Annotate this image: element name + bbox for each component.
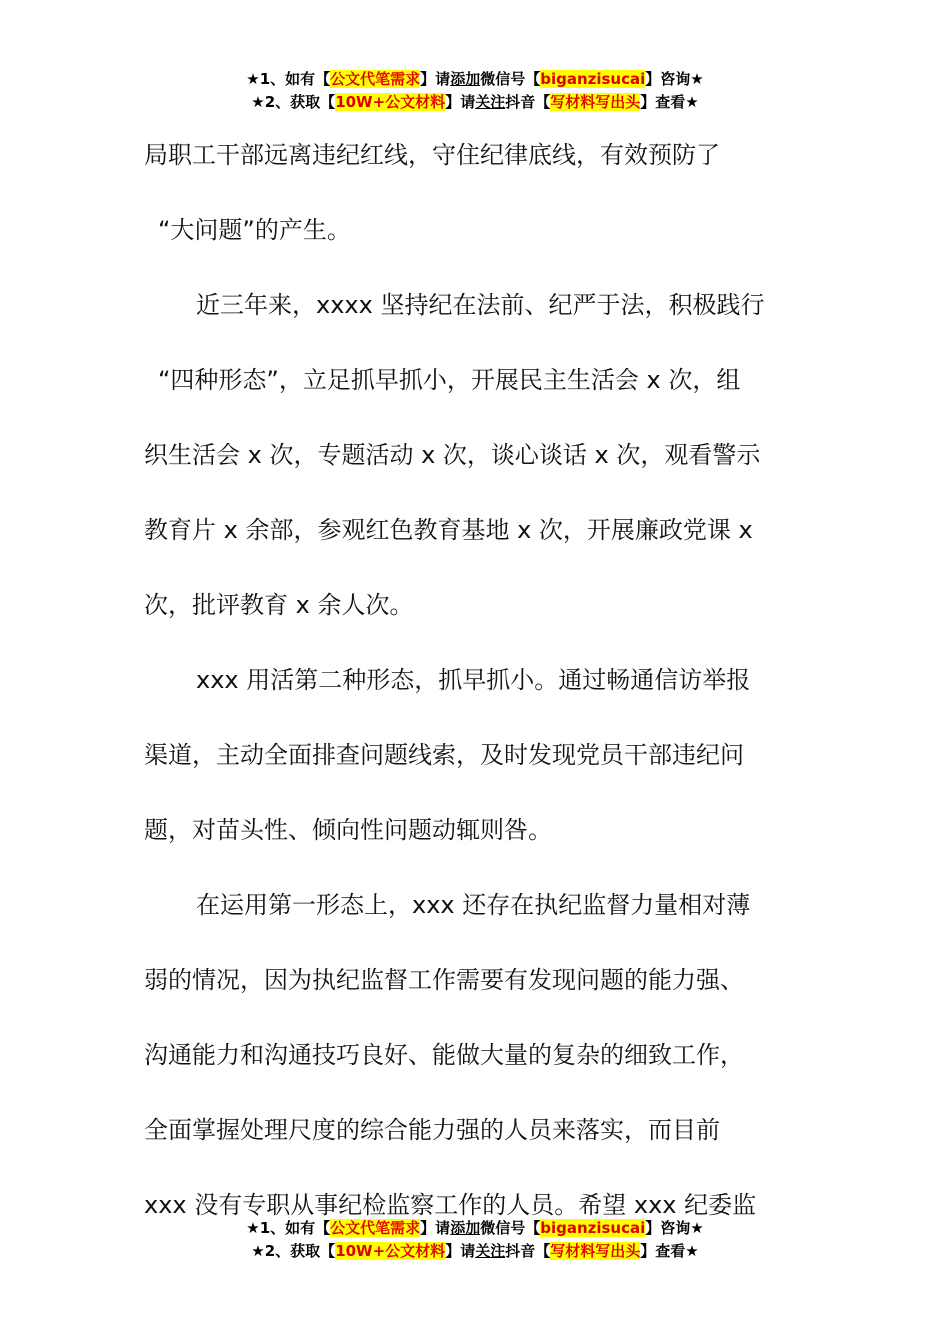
- paragraph-start-line: 在运用第一形态上，xxx 还存在执纪监督力量相对薄: [196, 891, 751, 919]
- banner-text: 】请: [420, 70, 451, 88]
- body-line: 局职工干部远离违纪红线，守住纪律底线，有效预防了: [144, 141, 720, 169]
- banner-text: 】查看★: [640, 1242, 699, 1260]
- body-line: 教育片 x 余部，参观红色教育基地 x 次，开展廉政党课 x: [144, 516, 753, 544]
- body-line: “四种形态”，立足抓早抓小，开展民主生活会 x 次，组: [158, 366, 741, 394]
- body-line: 题，对苗头性、倾向性问题动辄则咎。: [144, 816, 552, 844]
- banner-highlight: 写材料写出头: [550, 1242, 641, 1260]
- body-line: 渠道，主动全面排查问题线索，及时发现党员干部违纪问: [144, 741, 744, 769]
- banner-text: 微信号【: [480, 1219, 541, 1237]
- banner-text: 】咨询★: [645, 70, 704, 88]
- banner-highlight: biganzisucai: [540, 70, 646, 88]
- banner-underline-text: 关注: [475, 93, 506, 111]
- banner-highlight: biganzisucai: [540, 1219, 646, 1237]
- body-line: 全面掌握处理尺度的综合能力强的人员来落实，而目前: [144, 1116, 720, 1144]
- banner-text: ★1、如有【: [246, 70, 331, 88]
- banner-line-2: [0, 91, 950, 114]
- banner-text: 】请: [420, 1219, 451, 1237]
- banner-highlight: 10W+公文材料: [335, 93, 446, 111]
- banner-highlight: 公文代笔需求: [330, 70, 421, 88]
- banner-highlight: 写材料写出头: [550, 93, 641, 111]
- body-line: xxx 没有专职从事纪检监察工作的人员。希望 xxx 纪委监: [144, 1191, 757, 1219]
- paragraph-start-line: 近三年来，xxxx 坚持纪在法前、纪严于法，积极践行: [196, 291, 765, 319]
- banner-text: 】请: [445, 93, 476, 111]
- banner-text: ★2、获取【: [251, 1242, 336, 1260]
- body-line: 织生活会 x 次，专题活动 x 次，谈心谈话 x 次，观看警示: [144, 441, 761, 469]
- body-line: 次，批评教育 x 余人次。: [144, 591, 414, 619]
- banner-text: 抖音【: [505, 93, 551, 111]
- banner-text: ★2、获取【: [251, 93, 336, 111]
- body-line: 沟通能力和沟通技巧良好、能做大量的复杂的细致工作，: [144, 1041, 744, 1069]
- banner-underline-text: 添加: [450, 1219, 481, 1237]
- header-banner: [0, 68, 950, 114]
- banner-line-2: [0, 1240, 950, 1263]
- banner-text: 】咨询★: [645, 1219, 704, 1237]
- banner-underline-text: 添加: [450, 70, 481, 88]
- footer-banner: [0, 1217, 950, 1263]
- banner-text: ★1、如有【: [246, 1219, 331, 1237]
- banner-highlight: 公文代笔需求: [330, 1219, 421, 1237]
- body-line: “大问题”的产生。: [158, 216, 351, 244]
- banner-highlight: 10W+公文材料: [335, 1242, 446, 1260]
- paragraph-start-line: xxx 用活第二种形态，抓早抓小。通过畅通信访举报: [196, 666, 751, 694]
- banner-underline-text: 关注: [475, 1242, 506, 1260]
- banner-line-1: [0, 1217, 950, 1240]
- banner-text: 微信号【: [480, 70, 541, 88]
- document-body: [144, 118, 809, 1243]
- body-line: 弱的情况，因为执纪监督工作需要有发现问题的能力强、: [144, 966, 744, 994]
- banner-line-1: [0, 68, 950, 91]
- banner-text: 】请: [445, 1242, 476, 1260]
- banner-text: 抖音【: [505, 1242, 551, 1260]
- banner-text: 】查看★: [640, 93, 699, 111]
